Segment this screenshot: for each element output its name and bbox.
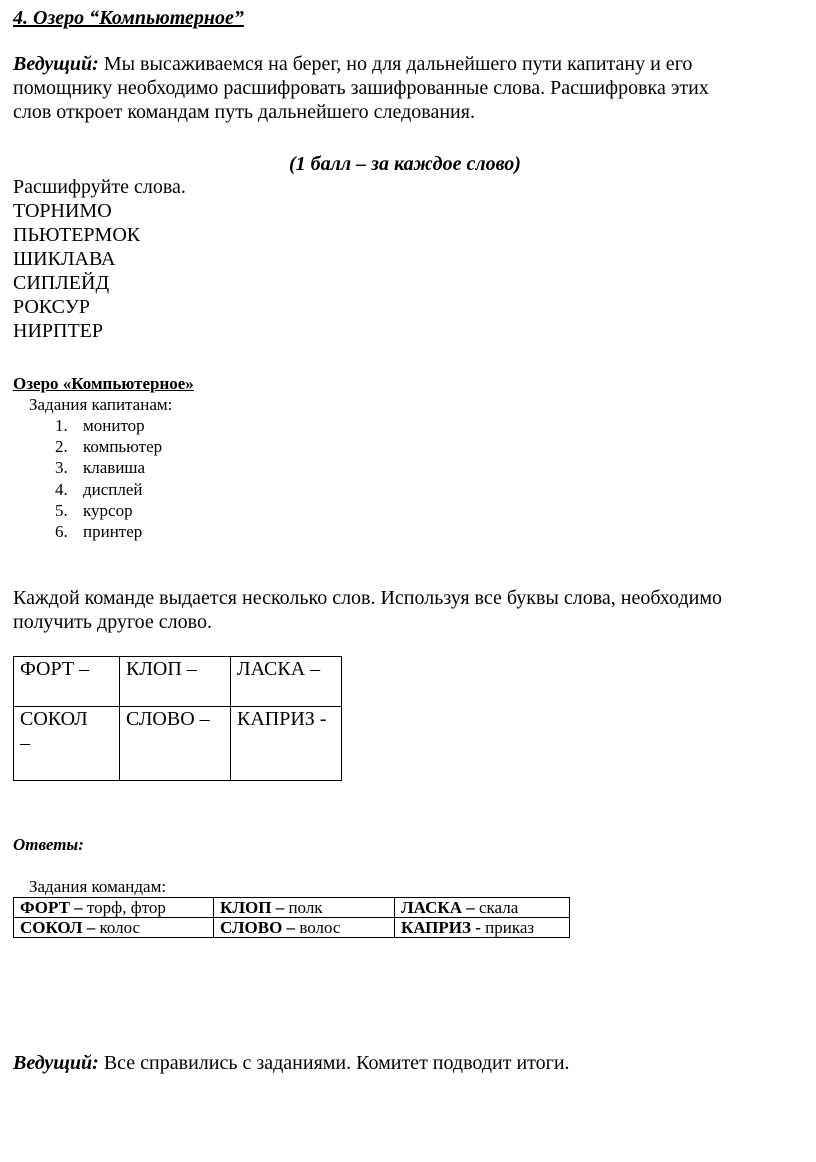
subsection-title: Озеро «Компьютерное» xyxy=(13,374,194,393)
answer-word: ФОРТ – xyxy=(20,898,83,917)
cell-text: КАПРИЗ - xyxy=(237,708,327,730)
scrambled-word: РОКСУР xyxy=(13,296,91,318)
list-word: принтер xyxy=(83,522,143,541)
answer-text: торф, фтор xyxy=(82,898,166,917)
scrambled-word: ПЬЮТЕРМОК xyxy=(13,224,141,246)
table-cell: СЛОВО – xyxy=(120,707,231,781)
list-word: курсор xyxy=(83,501,133,520)
answer-word: СЛОВО – xyxy=(220,918,296,937)
table-cell xyxy=(214,918,395,938)
team-words-table xyxy=(13,656,342,781)
table-cell xyxy=(14,918,214,938)
list-number: 2. xyxy=(55,437,68,456)
scrambled-word: ШИКЛАВА xyxy=(13,248,116,270)
list-item xyxy=(55,415,145,436)
scrambled-word: СИПЛЕЙД xyxy=(13,272,110,294)
scrambled-word: НИРПТЕР xyxy=(13,320,104,342)
team-task-label: Задания командам: xyxy=(29,877,167,896)
answers-label: Ответы: xyxy=(13,835,84,854)
answer-word: КАПРИЗ - xyxy=(401,918,481,937)
answer-text: волос xyxy=(295,918,341,937)
list-item xyxy=(55,457,145,478)
closing-line xyxy=(13,1051,570,1075)
team-instruction-line-2: получить другое слово. xyxy=(13,611,212,633)
intro-line-3: слов откроет командам путь дальнейшего следования. xyxy=(13,101,475,123)
table-cell xyxy=(395,898,570,918)
table-row xyxy=(14,918,570,938)
answer-text: приказ xyxy=(480,918,535,937)
list-item xyxy=(55,436,162,457)
table-row xyxy=(14,657,342,707)
cell-text: СОКОЛ – xyxy=(20,708,88,754)
answer-text: скала xyxy=(474,898,519,917)
list-word: клавиша xyxy=(83,458,146,477)
closing-text: Все справились с заданиями. Комитет подводит итоги. xyxy=(98,1052,570,1074)
answer-word: СОКОЛ – xyxy=(20,918,96,937)
list-number: 6. xyxy=(55,522,68,541)
table-row xyxy=(14,707,342,781)
intro-line-2: помощнику необходимо расшифровать зашифрованные слова. Расшифровка этих xyxy=(13,77,709,99)
table-cell xyxy=(14,898,214,918)
points-note: (1 балл – за каждое слово) xyxy=(289,153,521,175)
team-instruction-line-1: Каждой команде выдается несколько слов. Используя все буквы слова, необходимо xyxy=(13,587,722,609)
table-cell xyxy=(395,918,570,938)
list-word: компьютер xyxy=(83,437,163,456)
list-number: 1. xyxy=(55,416,68,435)
decode-prompt: Расшифруйте слова. xyxy=(13,176,186,198)
table-row xyxy=(14,898,570,918)
answer-text: полк xyxy=(284,898,323,917)
list-number: 4. xyxy=(55,480,68,499)
list-item xyxy=(55,521,142,542)
table-cell xyxy=(231,707,342,781)
answers-table xyxy=(13,897,570,938)
table-cell xyxy=(214,898,395,918)
table-cell xyxy=(14,707,120,781)
table-cell: ЛАСКА – xyxy=(231,657,342,707)
scrambled-word: ТОРНИМО xyxy=(13,200,112,222)
answer-word: ЛАСКА – xyxy=(401,898,475,917)
answer-word: КЛОП – xyxy=(220,898,285,917)
list-item xyxy=(55,500,133,521)
captain-task-label: Задания капитанам: xyxy=(29,395,173,414)
table-cell: КЛОП – xyxy=(120,657,231,707)
intro-text-1: Мы высаживаемся на берег, но для дальнейшего пути капитану и его xyxy=(98,53,693,75)
list-number: 5. xyxy=(55,501,68,520)
list-item xyxy=(55,479,143,500)
answer-text: колос xyxy=(95,918,141,937)
list-number: 3. xyxy=(55,458,68,477)
table-cell: ФОРТ – xyxy=(14,657,120,707)
list-word: монитор xyxy=(83,416,145,435)
speaker-label: Ведущий: xyxy=(13,1052,99,1074)
section-heading: 4. Озеро “Компьютерное” xyxy=(13,7,244,29)
list-word: дисплей xyxy=(83,480,143,499)
intro-line-1 xyxy=(13,52,692,76)
speaker-label: Ведущий: xyxy=(13,53,99,75)
